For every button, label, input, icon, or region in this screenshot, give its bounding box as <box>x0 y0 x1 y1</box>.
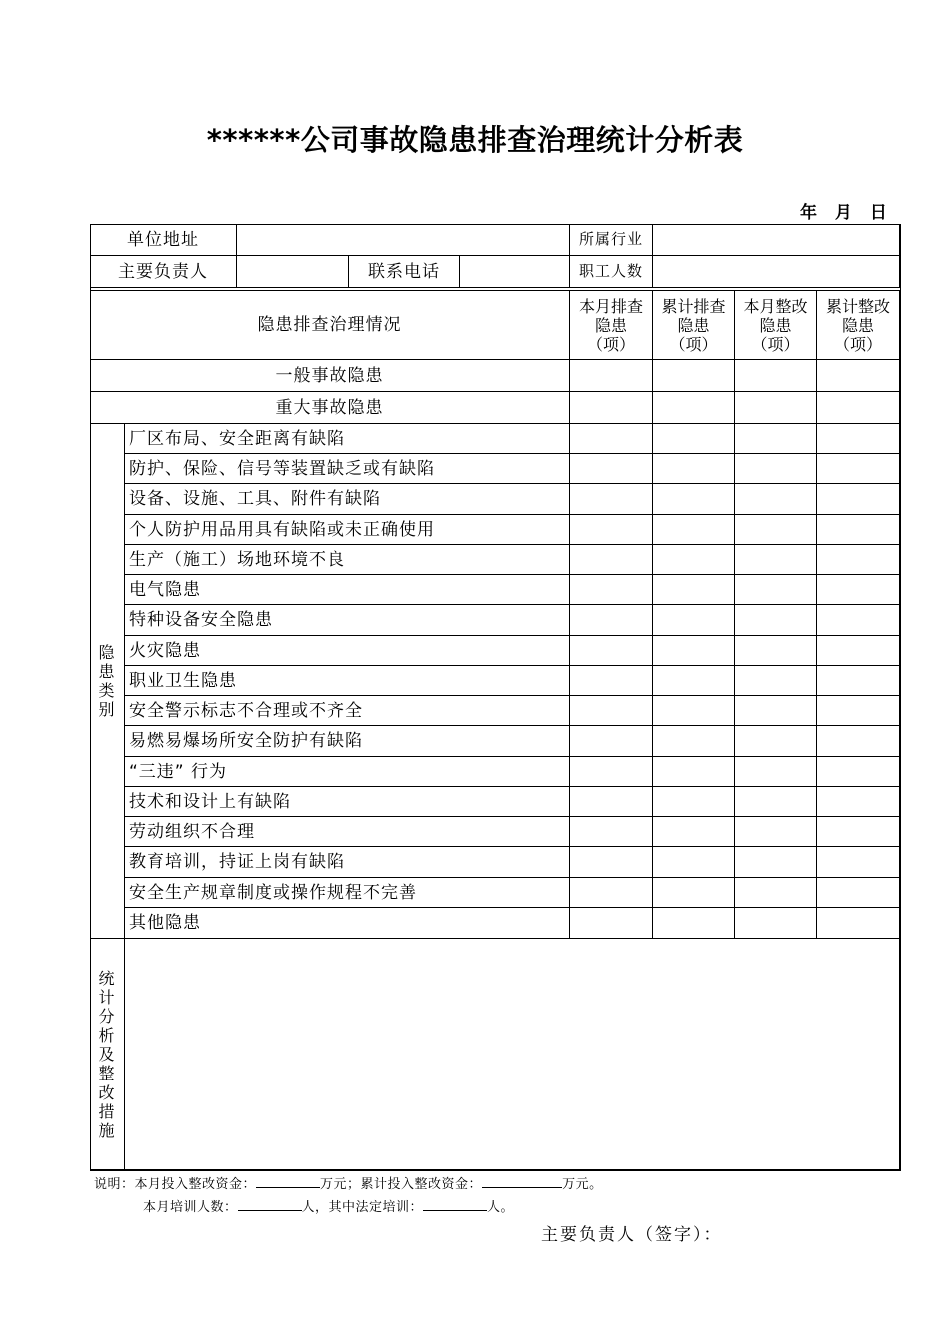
category-6-cell-4[interactable] <box>817 575 900 605</box>
category-item: 设备、设施、工具、附件有缺陷 <box>125 484 570 515</box>
category-4-cell-3[interactable] <box>735 515 817 545</box>
category-7-cell-2[interactable] <box>653 605 735 636</box>
category-8-cell-4[interactable] <box>817 636 900 666</box>
major-hazard-cell-1[interactable] <box>570 392 653 424</box>
category-4-cell-1[interactable] <box>570 515 653 545</box>
category-4-cell-4[interactable] <box>817 515 900 545</box>
category-17-cell-4[interactable] <box>817 908 900 939</box>
category-16-cell-2[interactable] <box>653 878 735 908</box>
category-11-cell-2[interactable] <box>653 726 735 757</box>
category-label <box>90 424 125 939</box>
category-17-cell-3[interactable] <box>735 908 817 939</box>
category-13-cell-4[interactable] <box>817 787 900 817</box>
note-legal-training-label: 人，其中法定培训： <box>301 1200 424 1215</box>
col-total-fixed: 累计整改隐患（项） <box>817 291 900 360</box>
analysis-label-char: 改 <box>98 1082 116 1102</box>
category-item: 防护、保险、信号等装置缺乏或有缺陷 <box>125 454 570 484</box>
category-7-cell-4[interactable] <box>817 605 900 636</box>
note-unit-wan-1: 万元； <box>320 1177 361 1192</box>
major-hazard-cell-3[interactable] <box>735 392 817 424</box>
staff-count-label: 职工人数 <box>570 256 653 288</box>
analysis-field[interactable] <box>125 939 900 1170</box>
analysis-label-char: 施 <box>98 1120 116 1140</box>
category-3-cell-1[interactable] <box>570 484 653 515</box>
note-line-2 <box>143 1196 514 1215</box>
analysis-label-char: 整 <box>98 1063 116 1083</box>
general-hazard-cell-2[interactable] <box>653 360 735 392</box>
category-7-cell-1[interactable] <box>570 605 653 636</box>
category-14-cell-3[interactable] <box>735 817 817 847</box>
category-15-cell-1[interactable] <box>570 847 653 878</box>
category-7-cell-3[interactable] <box>735 605 817 636</box>
category-item: 特种设备安全隐患 <box>125 605 570 636</box>
analysis-label <box>90 939 125 1170</box>
analysis-label-char: 及 <box>98 1044 116 1064</box>
category-13-cell-1[interactable] <box>570 787 653 817</box>
unit-address-label: 单位地址 <box>90 224 237 256</box>
analysis-label-char: 措 <box>98 1101 116 1121</box>
category-1-cell-4[interactable] <box>817 424 900 454</box>
category-6-cell-3[interactable] <box>735 575 817 605</box>
category-10-cell-2[interactable] <box>653 696 735 726</box>
category-15-cell-4[interactable] <box>817 847 900 878</box>
category-16-cell-3[interactable] <box>735 878 817 908</box>
category-12-cell-4[interactable] <box>817 757 900 787</box>
category-label-char: 隐 <box>98 643 116 662</box>
category-item: 个人防护用品用具有缺陷或未正确使用 <box>125 515 570 545</box>
industry-label: 所属行业 <box>570 224 653 256</box>
category-item: 安全警示标志不合理或不齐全 <box>125 696 570 726</box>
category-13-cell-2[interactable] <box>653 787 735 817</box>
note-prefix: 说明： <box>94 1177 135 1192</box>
major-hazard-cell-2[interactable] <box>653 392 735 424</box>
category-8-cell-2[interactable] <box>653 636 735 666</box>
category-17-cell-1[interactable] <box>570 908 653 939</box>
category-5-cell-2[interactable] <box>653 545 735 575</box>
phone-label: 联系电话 <box>349 256 460 288</box>
note-month-fund-label: 本月投入整改资金： <box>134 1177 257 1192</box>
category-17-cell-2[interactable] <box>653 908 735 939</box>
category-2-cell-2[interactable] <box>653 454 735 484</box>
category-12-cell-1[interactable] <box>570 757 653 787</box>
category-item: 职业卫生隐患 <box>125 666 570 696</box>
category-5-cell-1[interactable] <box>570 545 653 575</box>
category-3-cell-2[interactable] <box>653 484 735 515</box>
category-13-cell-3[interactable] <box>735 787 817 817</box>
col-month-found: 本月排查隐患（项） <box>570 291 653 360</box>
category-11-cell-4[interactable] <box>817 726 900 757</box>
note-training-label: 本月培训人数： <box>143 1200 238 1215</box>
date-line: 年 月 日 <box>800 203 887 223</box>
category-item: 其他隐患 <box>125 908 570 939</box>
category-4-cell-2[interactable] <box>653 515 735 545</box>
training-blank[interactable] <box>238 1199 302 1211</box>
staff-count-field[interactable] <box>653 256 900 288</box>
category-2-cell-3[interactable] <box>735 454 817 484</box>
category-3-cell-3[interactable] <box>735 484 817 515</box>
category-16-cell-1[interactable] <box>570 878 653 908</box>
category-label-char: 患 <box>98 662 116 681</box>
category-9-cell-3[interactable] <box>735 666 817 696</box>
major-hazard-label: 重大事故隐患 <box>90 392 570 424</box>
category-10-cell-3[interactable] <box>735 696 817 726</box>
category-10-cell-1[interactable] <box>570 696 653 726</box>
category-12-cell-3[interactable] <box>735 757 817 787</box>
category-8-cell-1[interactable] <box>570 636 653 666</box>
general-hazard-cell-1[interactable] <box>570 360 653 392</box>
category-1-cell-3[interactable] <box>735 424 817 454</box>
col-month-fixed: 本月整改隐患（项） <box>735 291 817 360</box>
phone-field[interactable] <box>460 256 570 288</box>
principal-field[interactable] <box>237 256 349 288</box>
analysis-label-char: 析 <box>98 1025 116 1045</box>
analysis-label-char: 分 <box>98 1006 116 1026</box>
category-6-cell-2[interactable] <box>653 575 735 605</box>
category-5-cell-4[interactable] <box>817 545 900 575</box>
category-11-cell-3[interactable] <box>735 726 817 757</box>
note-unit-wan-2: 万元。 <box>562 1177 603 1192</box>
category-item: 技术和设计上有缺陷 <box>125 787 570 817</box>
unit-address-field[interactable] <box>237 224 570 256</box>
statistics-table <box>90 224 900 1170</box>
category-10-cell-4[interactable] <box>817 696 900 726</box>
industry-field[interactable] <box>653 224 900 256</box>
note-total-fund-label: 累计投入整改资金： <box>360 1177 483 1192</box>
category-item: 教育培训，持证上岗有缺陷 <box>125 847 570 878</box>
category-item: 生产（施工）场地环境不良 <box>125 545 570 575</box>
category-label-char: 类 <box>98 681 116 700</box>
category-item: 易燃易爆场所安全防护有缺陷 <box>125 726 570 757</box>
note-line-1 <box>94 1173 603 1192</box>
category-6-cell-1[interactable] <box>570 575 653 605</box>
category-14-cell-1[interactable] <box>570 817 653 847</box>
category-12-cell-2[interactable] <box>653 757 735 787</box>
general-hazard-cell-4[interactable] <box>817 360 900 392</box>
category-1-cell-1[interactable] <box>570 424 653 454</box>
principal-label: 主要负责人 <box>90 256 237 288</box>
page-title: ******公司事故隐患排查治理统计分析表 <box>206 123 744 157</box>
category-item: 厂区布局、安全距离有缺陷 <box>125 424 570 454</box>
category-9-cell-4[interactable] <box>817 666 900 696</box>
analysis-label-char: 统 <box>98 968 116 988</box>
category-15-cell-2[interactable] <box>653 847 735 878</box>
category-item: 电气隐患 <box>125 575 570 605</box>
situation-label: 隐患排查治理情况 <box>90 291 570 360</box>
category-9-cell-1[interactable] <box>570 666 653 696</box>
category-3-cell-4[interactable] <box>817 484 900 515</box>
total-fund-blank[interactable] <box>482 1176 562 1188</box>
category-9-cell-2[interactable] <box>653 666 735 696</box>
category-2-cell-4[interactable] <box>817 454 900 484</box>
category-8-cell-3[interactable] <box>735 636 817 666</box>
category-item: 安全生产规章制度或操作规程不完善 <box>125 878 570 908</box>
category-5-cell-3[interactable] <box>735 545 817 575</box>
category-item: 火灾隐患 <box>125 636 570 666</box>
category-11-cell-1[interactable] <box>570 726 653 757</box>
general-hazard-label: 一般事故隐患 <box>90 360 570 392</box>
col-total-found: 累计排查隐患（项） <box>653 291 735 360</box>
analysis-label-char: 计 <box>98 987 116 1007</box>
category-15-cell-3[interactable] <box>735 847 817 878</box>
category-2-cell-1[interactable] <box>570 454 653 484</box>
note-person-unit: 人。 <box>487 1200 515 1215</box>
major-hazard-cell-4[interactable] <box>817 392 900 424</box>
legal-training-blank[interactable] <box>423 1199 487 1211</box>
category-14-cell-4[interactable] <box>817 817 900 847</box>
general-hazard-cell-3[interactable] <box>735 360 817 392</box>
category-1-cell-2[interactable] <box>653 424 735 454</box>
category-14-cell-2[interactable] <box>653 817 735 847</box>
month-fund-blank[interactable] <box>256 1176 320 1188</box>
category-16-cell-4[interactable] <box>817 878 900 908</box>
signature-line: 主要负责人（签字）： <box>541 1225 723 1245</box>
category-label-char: 别 <box>98 700 116 719</box>
category-item: “三违” 行为 <box>125 757 570 787</box>
category-item: 劳动组织不合理 <box>125 817 570 847</box>
